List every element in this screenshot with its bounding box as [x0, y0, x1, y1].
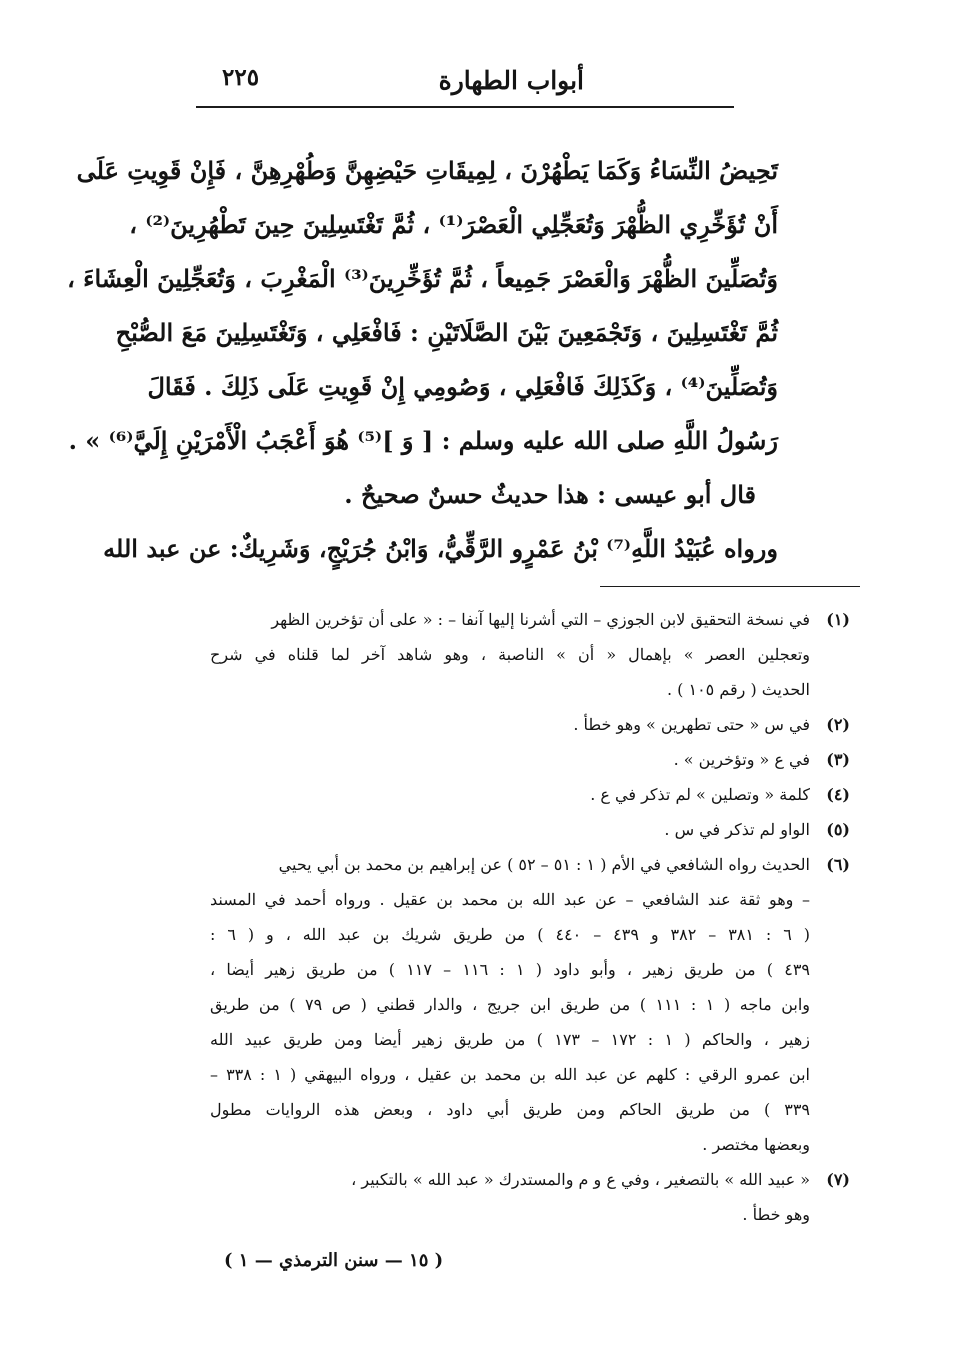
- footnote-marker: (٢): [826, 715, 850, 734]
- footnote-text: في ع « وتؤخرين » .: [673, 750, 810, 769]
- main-text-line: وَتُصَلِّينَ⁽⁴⁾ ، وَكَذَلِكَ فَافْعَلِي ، وَصُومِي إِنْ قَوِيتِ عَلَى ذَلِكَ . فَقَالَ: [147, 372, 778, 401]
- main-text-line-content: قال أبو عيسى : هذا حديثٌ حسنٌ صحيحٌ .: [344, 480, 756, 509]
- footnote-text: كلمة « وتصلين » لم تذكر في ع .: [590, 785, 810, 804]
- footnote-line: [210, 812, 850, 847]
- main-text-line: تَحِيضُ النِّسَاءُ وَكَمَا يَطْهُرْنَ ، لِمِيقَاتِ حَيْضِهِنَّ وَطُهْرِهِنَّ ، فَإِنْ قَوِيتِ عَلَى: [76, 156, 778, 185]
- footnote-line: زهير ، والحاكم ( ١ : ١٧٢ – ١٧٣ ) من طريق زهير أيضا ومن طريق عبيد الله: [210, 1030, 811, 1049]
- footnote-line: ٣٣٩ ) من طريق الحاكم ومن طريق أبي داود ، وبعض هذه الروايات مطول: [210, 1100, 810, 1119]
- bottom-signature: ( ١٥ — سنن الترمذي — ١ ): [224, 1250, 444, 1271]
- footnote-marker: (٧): [826, 1170, 850, 1189]
- footnote-line: [210, 847, 850, 882]
- footnote-marker: (٤): [826, 785, 850, 804]
- main-text-line: ثُمَّ تَغْتَسِلِينَ ، وَتَجْمَعِينَ بَيْنَ الصَّلَاتَيْنِ : فَافْعَلِي ، وَتَغْتَسِلِينَ مَعَ الصُّبْحِ: [115, 318, 778, 347]
- footnote-separator: [600, 586, 860, 587]
- main-text-line: ورواه عُبَيْدُ اللَّهِ⁽⁷⁾ بْنُ عَمْرٍو الرَّقِّيُّ، وَابْنُ جُرَيْجٍ، وَشَرِيكٌ: عن عبد الله: [103, 534, 778, 563]
- footnote-line: ابن عمرو الرقي : كلهم عن عبد الله بن محمد بن عقيل ، ورواه البيهقي ( ١ : ٣٣٨ –: [210, 1065, 810, 1084]
- footnote-line: ٤٣٩ ) من طريق زهير ، وأبو داود ( ١ : ١١٦ – ١١٧ ) من طريق زهير أيضا ،: [210, 960, 811, 979]
- footnote-line: [210, 1162, 850, 1197]
- footnote-line: [210, 742, 850, 777]
- footnote-line: وابن ماجه ( ١ : ١١١ ) من طريق ابن جريج ، والدار قطني ( ص ٧٩ ) من طريق: [210, 995, 811, 1014]
- footnote-marker: (٣): [826, 750, 850, 769]
- footnote-line: [210, 777, 850, 812]
- footnote-line: وتعجلين العصر » بإهمال « أن » الناصبة ، وهو شاهد آخر لما قلناه في شرح: [210, 645, 810, 664]
- footnote-line: – وهو ثقة عند الشافعي – عن عبد الله بن محمد بن عقيل . ورواه أحمد في المسند: [210, 890, 810, 909]
- main-text-line: [178, 468, 778, 522]
- running-header-title: أبواب الطهارة: [438, 66, 584, 95]
- footnote-text: في نسخة التحقيق لابن الجوزي – التي أشرنا إليها آنفا – : « على أن تؤخرين الظهر: [271, 610, 810, 629]
- footnote-line: وهو خطأ .: [742, 1205, 810, 1224]
- footnote-line: ( ٦ : ٣٨١ – ٣٨٢ و ٤٣٩ – ٤٤٠ ) من طريق شريك بن عبد الله ، و ( ٦ :: [210, 925, 811, 944]
- footnote-text: الحديث رواه الشافعي في الأم ( ١ : ٥١ – ٥٢ ) عن إبراهيم بن محمد بن أبي يحيي: [278, 855, 810, 874]
- footnote-text: الواو لم تذكر في س .: [664, 820, 810, 839]
- footnote-marker: (٥): [826, 820, 850, 839]
- footnote-line: وبعضها مختصر .: [702, 1135, 810, 1154]
- main-text-line: رَسُولُ اللَّهِ صلى الله عليه وسلم : [ وَ ]⁽⁵⁾ هُوَ أَعْجَبُ الْأَمْرَيْنِ إِلَيَّ⁽⁶⁾ » .: [68, 426, 778, 455]
- main-text-line: أَنْ تُؤَخِّرِي الظُّهْرَ وَتُعَجِّلِي الْعَصْرَ⁽¹⁾ ، ثُمَّ تَغْتَسِلِينَ حِينَ تَطْهُرِينَ⁽²⁾ ،: [129, 210, 778, 239]
- footnote-line: [210, 707, 850, 742]
- footnote-text: في س « حتى تطهرين » وهو خطأ .: [573, 715, 810, 734]
- footnote-line: الحديث ( رقم ١٠٥ ) .: [666, 680, 810, 699]
- footnote-marker: (٦): [826, 855, 850, 874]
- footnote-marker: (١): [826, 610, 850, 629]
- header-rule: [196, 106, 734, 108]
- main-text-line: وَتُصَلِّينَ الظُّهْرَ وَالْعَصْرَ جَمِيعاً ، ثُمَّ تُؤَخِّرِينَ⁽³⁾ الْمَغْرِبَ ، وَتُعَجِّلِينَ الْعِشَاءَ ،: [67, 264, 778, 293]
- footnote-text: « عبيد الله » بالتصغير ، وفي ع و م والمستدرك « عبد الله » بالتكبير ،: [351, 1170, 810, 1189]
- footnote-line: [210, 602, 850, 637]
- main-text-block: [67, 144, 778, 576]
- footnotes-block: [210, 602, 850, 1232]
- page-number: ٢٢٥: [222, 64, 260, 91]
